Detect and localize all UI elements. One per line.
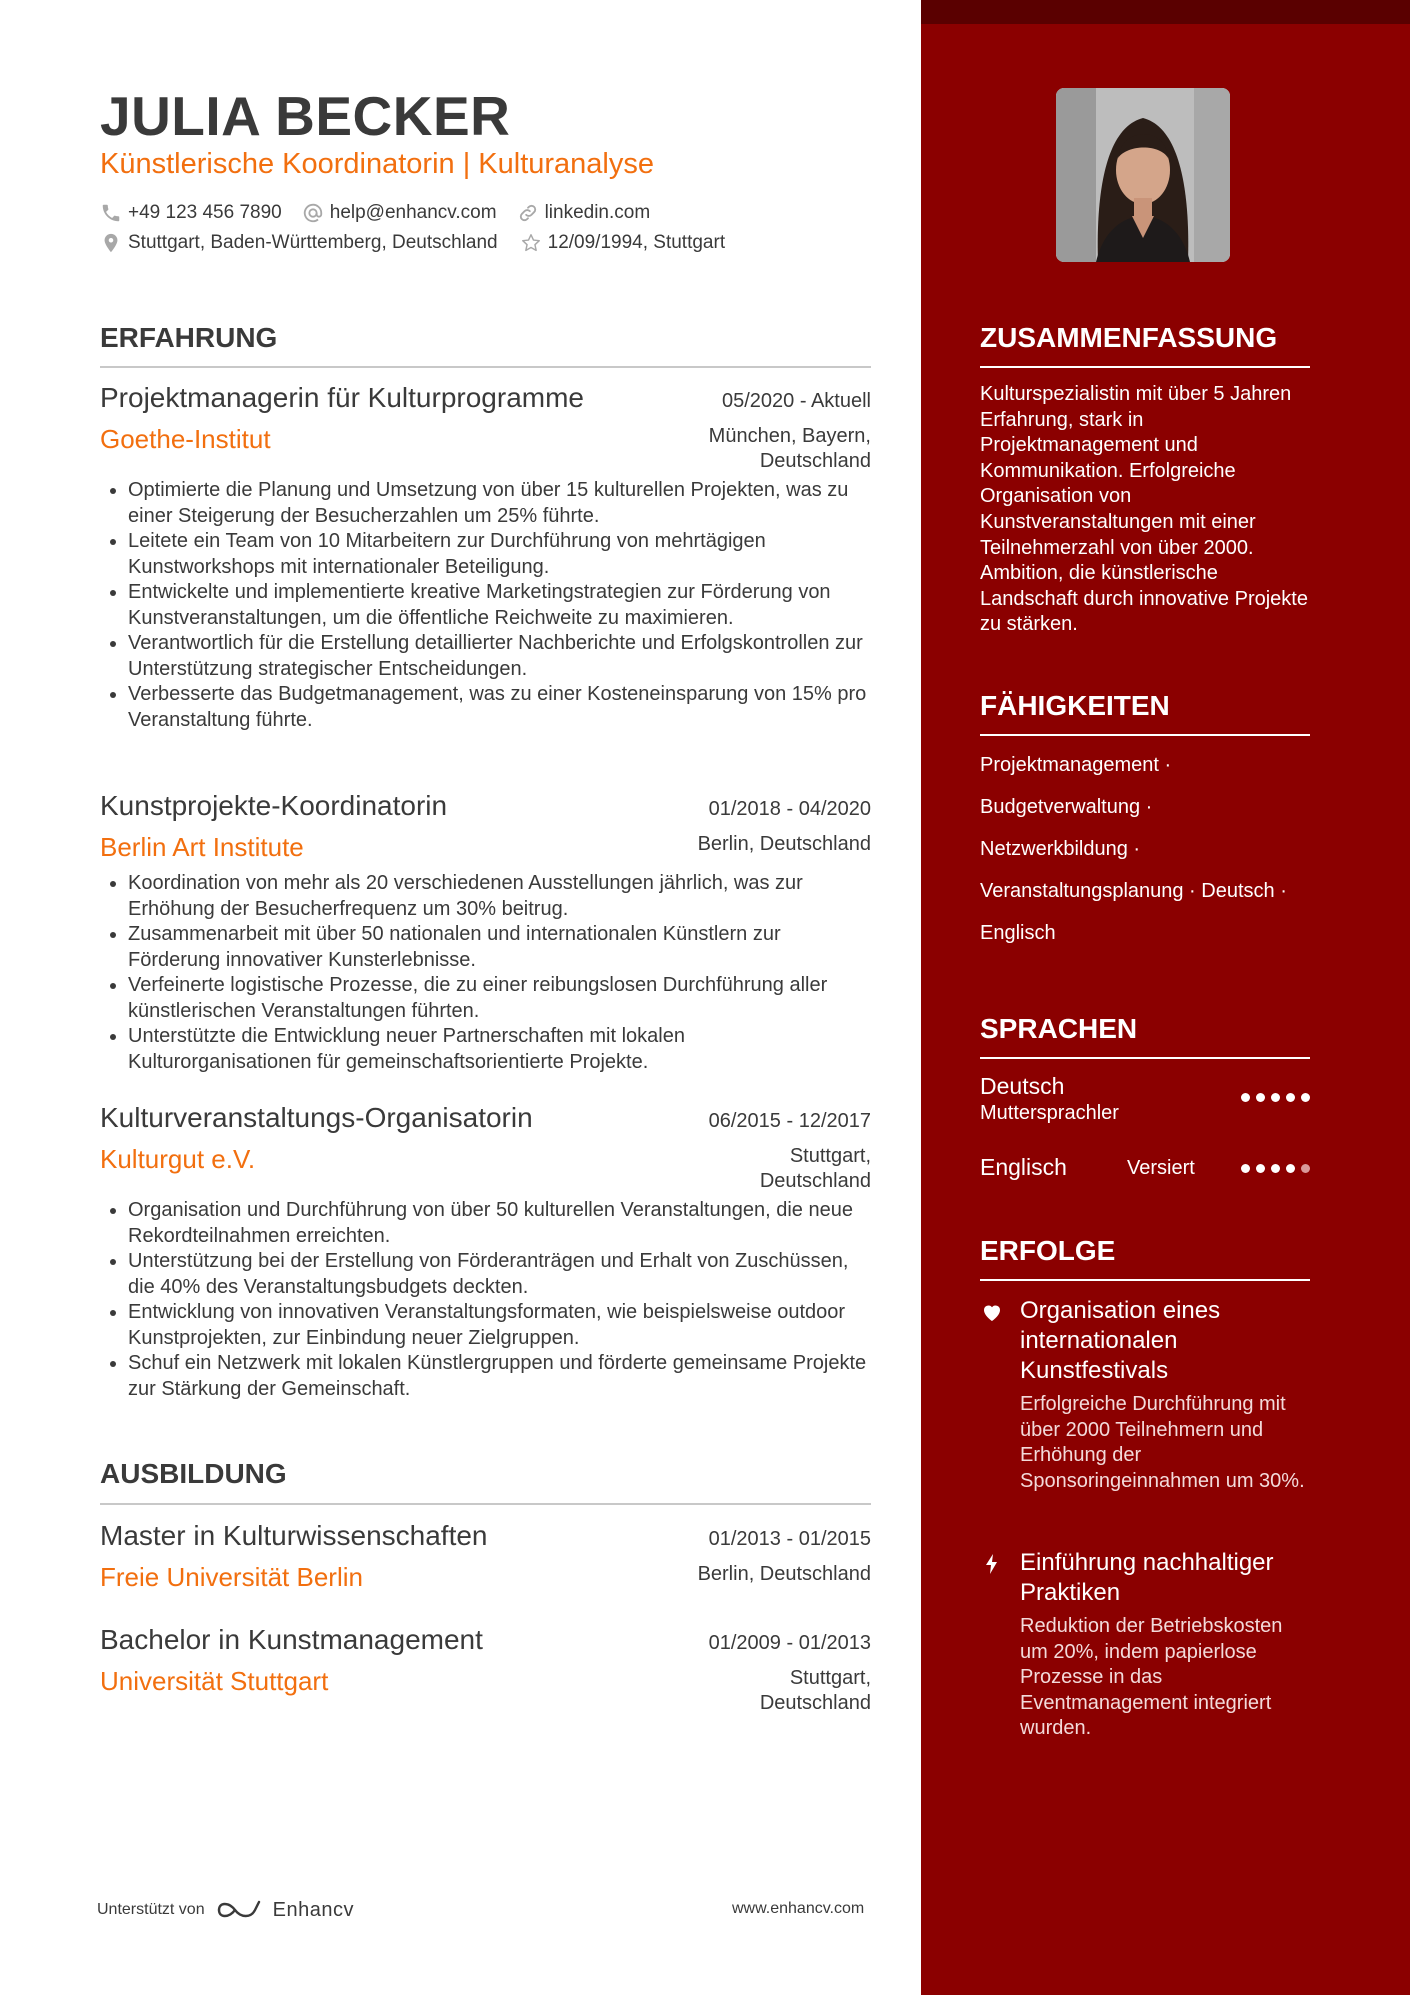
job-date: 01/2018 - 04/2020 xyxy=(708,798,871,820)
star-icon xyxy=(520,232,542,254)
education-location-line: Berlin, Deutschland xyxy=(697,1563,871,1585)
bullet-item: • Entwickelte und implementierte kreative Marketingstrategien zur Förderung von Kunstveranstaltungen, um die öffentliche Reichweite zu maximieren. xyxy=(128,580,871,631)
bullet-item: • Verfeinerte logistische Prozesse, die zu einer reibungslosen Durchführung aller künstlerischen Veranstaltungen führten. xyxy=(128,973,871,1024)
job-location xyxy=(698,832,871,857)
rating-dot xyxy=(1256,1164,1265,1173)
powered-by-text: Unterstützt von xyxy=(97,1901,205,1918)
achievement-title: Organisation eines internationalen Kunstfestivals xyxy=(1020,1297,1221,1384)
job-title: Kunstprojekte-Koordinatorin xyxy=(100,790,448,821)
candidate-title: Künstlerische Koordinatorin | Kulturanalyse xyxy=(100,148,655,180)
bullet-item: • Verbesserte das Budgetmanagement, was zu einer Kosteneinsparung von 15% pro Veranstaltung führte. xyxy=(128,682,871,733)
degree-title: Bachelor in Kunstmanagement xyxy=(100,1624,483,1655)
achievement-desc: Reduktion der Betriebskosten um 20%, indem papierlose Prozesse in das Eventmanagement integriert wurden. xyxy=(1020,1615,1283,1739)
bullet-item: • Optimierte die Planung und Umsetzung von über 15 kulturellen Projekten, was zu einer Steigerung der Besucherzahlen um 25% führte. xyxy=(128,478,871,529)
contact-birth xyxy=(520,232,725,254)
education-location xyxy=(760,1666,871,1716)
job-date: 06/2015 - 12/2017 xyxy=(708,1110,871,1132)
degree-title: Master in Kulturwissenschaften xyxy=(100,1520,488,1551)
education-date: 01/2013 - 01/2015 xyxy=(708,1528,871,1550)
education-date: 01/2009 - 01/2013 xyxy=(708,1632,871,1654)
education-location xyxy=(698,1562,871,1587)
rating-dot xyxy=(1271,1164,1280,1173)
bullet-item: • Leitete ein Team von 10 Mitarbeitern zur Durchführung von mehrtägigen Kunstworkshops mit internationaler Beteiligung. xyxy=(128,529,871,580)
language-name: Deutsch xyxy=(980,1073,1065,1099)
school-name: Universität Stuttgart xyxy=(100,1666,329,1696)
job-location xyxy=(760,1144,871,1194)
bullet-item: • Koordination von mehr als 20 verschiedenen Ausstellungen jährlich, was zur Erhöhung der Besucherfrequenz um 30% beitrug. xyxy=(128,871,871,922)
skill-line: Budgetverwaltung · xyxy=(980,796,1153,818)
contact-row-2 xyxy=(100,232,725,254)
rating-dot xyxy=(1241,1093,1250,1102)
rating-dot xyxy=(1301,1093,1310,1102)
language-level: Versiert xyxy=(1127,1157,1195,1179)
portrait-image xyxy=(1056,88,1230,262)
rating-dot xyxy=(1256,1093,1265,1102)
link-icon xyxy=(517,202,539,224)
profile-photo xyxy=(1056,88,1230,262)
job-bullets xyxy=(100,871,871,1075)
experience-divider xyxy=(100,366,871,368)
heart-icon xyxy=(980,1300,1004,1324)
job-bullets xyxy=(100,1198,871,1402)
email-text: help@enhancv.com xyxy=(329,202,497,223)
achievement-item xyxy=(980,1296,1310,1494)
achievement-desc: Erfolgreiche Durchführung mit über 2000 Teilnehmern und Erhöhung der Sponsoringeinnahmen um 30%. xyxy=(1020,1393,1305,1492)
skill-line: Englisch xyxy=(980,922,1056,944)
education-divider xyxy=(100,1503,871,1505)
rating-dot xyxy=(1271,1093,1280,1102)
linkedin-text: linkedin.com xyxy=(544,202,651,223)
skills-heading: FÄHIGKEITEN xyxy=(980,690,1170,721)
job-location-line: Berlin, Deutschland xyxy=(697,833,871,855)
achievements-heading: ERFOLGE xyxy=(980,1235,1116,1266)
language-rating xyxy=(1241,1093,1310,1102)
rating-dot xyxy=(1286,1093,1295,1102)
bullet-item: • Unterstützung bei der Erstellung von Förderanträgen und Erhalt von Zuschüssen, die 40% des Veranstaltungsbudgets deckten. xyxy=(128,1249,871,1300)
contact-row-1 xyxy=(100,202,650,224)
job-location-line: Stuttgart, xyxy=(789,1145,871,1167)
language-level: Muttersprachler xyxy=(980,1102,1119,1124)
bullet-item: • Verantwortlich für die Erstellung detaillierter Nachberichte und Erfolgskontrollen zur Unterstützung strategischer Entscheidungen. xyxy=(128,631,871,682)
achievement-title: Einführung nachhaltiger Praktiken xyxy=(1020,1549,1274,1606)
enhancv-logo-icon xyxy=(215,1898,263,1922)
job-entry xyxy=(100,1102,871,1402)
summary-text: Kulturspezialistin mit über 5 Jahren Erfahrung, stark in Projektmanagement und Kommunikation. Erfolgreiche Organisation von Kunstveranstaltungen mit einer Teilnehmerzahl von über 2000. Ambition, die künstlerische Landschaft durch innovative Projekte zu stärken. xyxy=(980,383,1308,636)
brand-name[interactable]: Enhancv xyxy=(272,1898,354,1921)
phone-icon xyxy=(100,202,122,224)
skill-line: Netzwerkbildung · xyxy=(980,838,1141,860)
job-location-line: München, Bayern, xyxy=(708,425,871,447)
job-location xyxy=(709,424,871,474)
contact-linkedin[interactable] xyxy=(517,202,651,224)
languages-heading: SPRACHEN xyxy=(980,1013,1138,1044)
skill-line: Projektmanagement · xyxy=(980,754,1172,776)
bullet-item: • Schuf ein Netzwerk mit lokalen Künstlergruppen und förderte gemeinsame Projekte zur Stärkung der Gemeinschaft. xyxy=(128,1351,871,1402)
language-item xyxy=(980,1154,1310,1184)
company-name: Goethe-Institut xyxy=(100,424,271,454)
skills-list xyxy=(980,744,1320,954)
language-name: Englisch xyxy=(980,1154,1067,1180)
job-date: 05/2020 - Aktuell xyxy=(722,390,871,412)
job-location-line: Deutschland xyxy=(759,1170,871,1192)
phone-text: +49 123 456 7890 xyxy=(128,202,282,223)
education-location-line: Stuttgart, xyxy=(789,1667,871,1689)
job-title: Kulturveranstaltungs-Organisatorin xyxy=(100,1102,533,1133)
company-name: Kulturgut e.V. xyxy=(100,1144,256,1174)
job-location-line: Deutschland xyxy=(759,450,871,472)
job-bullets xyxy=(100,478,871,733)
bullet-item: • Unterstützte die Entwicklung neuer Partnerschaften mit lokalen Kulturorganisationen für gemeinschaftsorientierte Projekte. xyxy=(128,1024,871,1075)
job-entry xyxy=(100,382,871,733)
birth-text: 12/09/1994, Stuttgart xyxy=(547,232,726,253)
company-name: Berlin Art Institute xyxy=(100,832,304,862)
education-heading: AUSBILDUNG xyxy=(100,1458,287,1489)
language-item xyxy=(980,1073,1310,1129)
achievement-item xyxy=(980,1548,1310,1742)
achievements-divider xyxy=(980,1279,1310,1281)
skill-line: Veranstaltungsplanung · Deutsch · xyxy=(980,880,1287,902)
experience-heading: ERFAHRUNG xyxy=(100,322,278,353)
rating-dot xyxy=(1286,1164,1295,1173)
summary-heading: ZUSAMMENFASSUNG xyxy=(980,322,1278,353)
languages-divider xyxy=(980,1057,1310,1059)
education-entry xyxy=(100,1520,871,1593)
education-location-line: Deutschland xyxy=(759,1692,871,1714)
rating-dot xyxy=(1241,1164,1250,1173)
job-title: Projektmanagerin für Kulturprogramme xyxy=(100,382,584,413)
contact-email[interactable] xyxy=(302,202,497,224)
bullet-item: • Organisation und Durchführung von über 50 kulturellen Veranstaltungen, die neue Rekordteilnahmen erreichten. xyxy=(128,1198,871,1249)
location-text: Stuttgart, Baden-Württemberg, Deutschland xyxy=(128,232,498,253)
bullet-item: • Entwicklung von innovativen Veranstaltungsformaten, wie beispielsweise outdoor Kunstprojekten, zur Einbindung neuer Zielgruppen. xyxy=(128,1300,871,1351)
lightning-icon xyxy=(980,1552,1004,1576)
job-entry xyxy=(100,790,871,1075)
bullet-item: • Zusammenarbeit mit über 50 nationalen und internationalen Künstlern zur Förderung innovativer Kunsterlebnisse. xyxy=(128,922,871,973)
skills-divider xyxy=(980,734,1310,736)
candidate-name: JULIA BECKER xyxy=(100,85,511,147)
education-entry xyxy=(100,1624,871,1716)
at-icon xyxy=(302,202,324,224)
footer-url[interactable]: www.enhancv.com xyxy=(732,1900,865,1917)
contact-location xyxy=(100,232,498,254)
rating-dot xyxy=(1301,1164,1310,1173)
location-pin-icon xyxy=(100,232,122,254)
footer-branding xyxy=(97,1898,354,1922)
language-rating xyxy=(1241,1164,1310,1173)
contact-phone[interactable] xyxy=(100,202,282,224)
school-name: Freie Universität Berlin xyxy=(100,1562,363,1592)
summary-divider xyxy=(980,366,1310,368)
sidebar-top-bar xyxy=(921,0,1410,24)
